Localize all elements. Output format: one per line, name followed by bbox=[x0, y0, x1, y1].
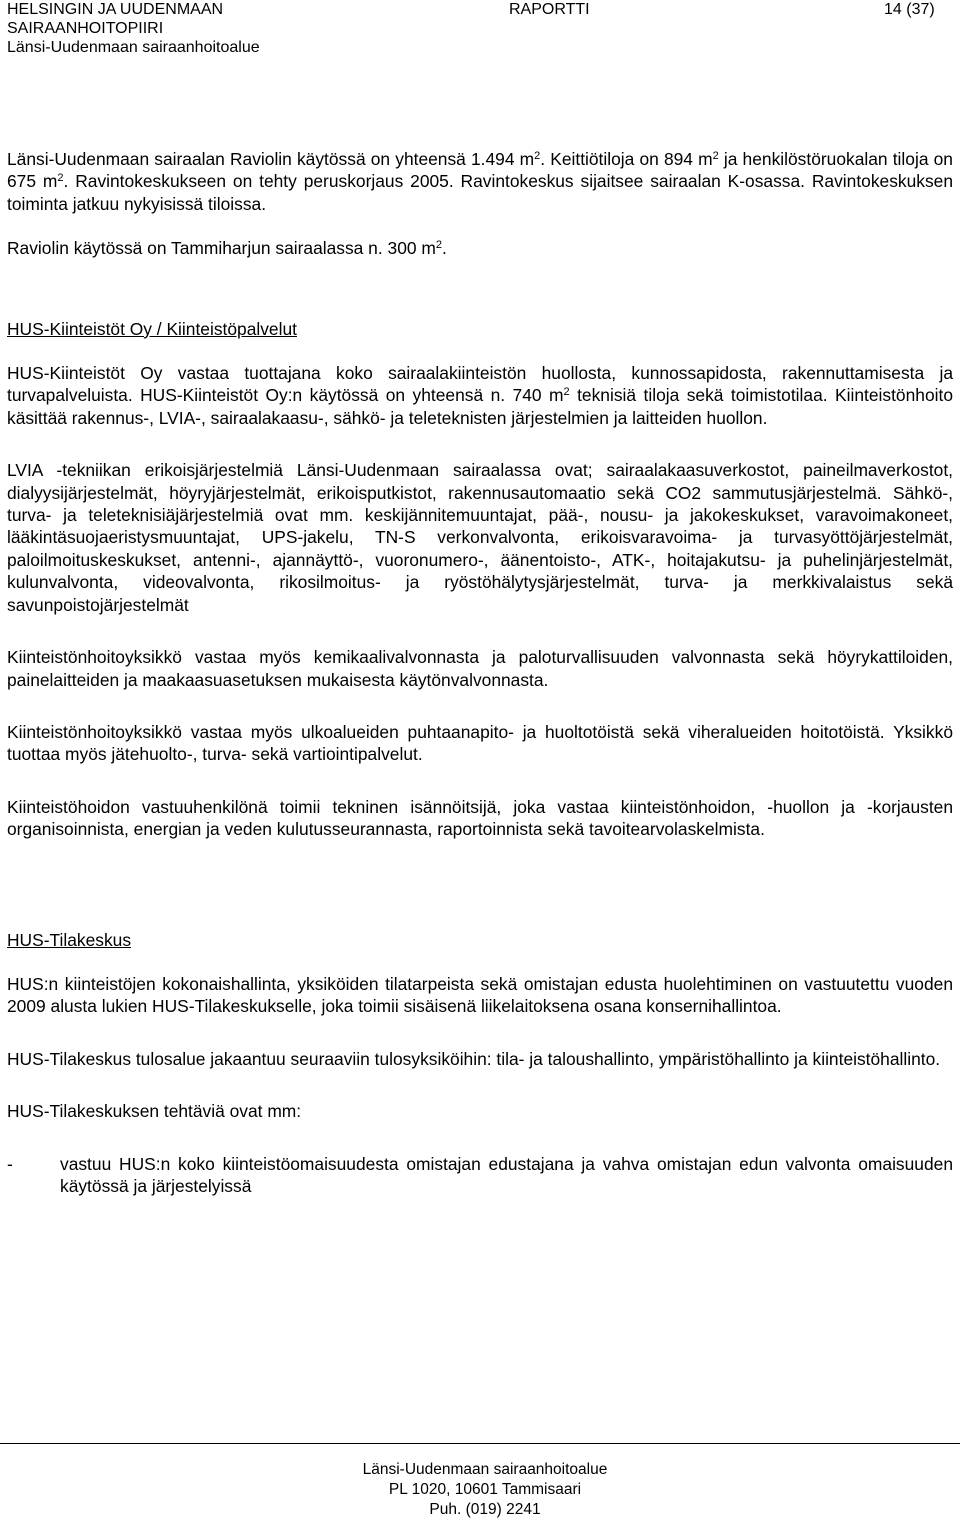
kiinteistot-paragraph-4: Kiinteistönhoitoyksikkö vastaa myös ulkoalueiden puhtaanapito- ja huoltotöistä sekä viheralueiden hoitotöistä. Yksikkö tuottaa myös jätehuolto-, turva- sekä vartiointipalvelut. bbox=[7, 721, 953, 765]
document-body bbox=[7, 148, 953, 1197]
tilakeskus-paragraph-1: HUS:n kiinteistöjen kokonaishallinta, yksiköiden tilatarpeista sekä omistajan edusta huolehtiminen on vastuutettu vuoden 2009 alusta lukien HUS-Tilakeskukselle, joka toimii sisäisenä liikelaitoksena osana konsernihallintoa. bbox=[7, 973, 953, 1017]
kiinteistot-paragraph-2: LVIA -tekniikan erikoisjärjestelmiä Länsi-Uudenmaan sairaalassa ovat; sairaalakaasuverkostot, paineilmaverkostot, dialyysijärjestelmät, höyryjärjestelmät, erikoisputkistot, rakennusautomaatio sekä CO2 sammutusjärjestelmä. Sähkö-, turva- ja teleteknisiäjärjestelmiä ovat mm. keskijännitemuuntajat, pää-, nousu- ja jakokeskukset, varavoimakoneet, lääkintäsuojaeristysmuuntajat, UPS-jakelu, TN-S verkonvalvonta, erikoisvaravoima- ja turvasyöttöjärjestelmät, paloilmoituskeskukset, antenni-, ajannäyttö-, vuoronumero-, äänentoisto-, ATK-, hoitajakutsu- ja puhelinjärjestelmät, kulunvalvonta, videovalvonta, rikosilmoitus- ja ryöstöhälytysjärjestelmät, turva- ja merkkivalaistus sekä savunpoistojärjestelmät bbox=[7, 460, 953, 615]
list-item bbox=[7, 1153, 953, 1198]
raviolin-paragraph: Länsi-Uudenmaan sairaalan Raviolin käytössä on yhteensä 1.494 $m^2$. Keittiötiloja on 894 $m^2$ ja henkilöstöruokalan tiloja on 675 $m^2$. Ravintokeskukseen on tehty peruskorjaus 2005. Ravintokeskus sijaitsee sairaalan K-osassa. Ravintokeskuksen toiminta jatkuu nykyisissä tiloissa. bbox=[7, 149, 953, 214]
header-org-line1: HELSINGIN JA UUDENMAAN bbox=[7, 1, 224, 18]
footer-phone: Puh. (019) 2241 bbox=[429, 1501, 541, 1518]
kiinteistot-paragraph-1: HUS-Kiinteistöt Oy vastaa tuottajana koko sairaalakiinteistön huollosta, kunnossapidosta, rakennuttamisesta ja turvapalveluista. HUS-Kiinteistöt Oy:n käytössä on yhteensä n. 740 $m^2$ teknisiä tiloja sekä toimistotilaa. Kiinteistönhoito käsittää rakennus-, LVIA-, sairaalakaasu-, sähkö- ja teleteknisten järjestelmien ja laitteiden huollon. bbox=[7, 363, 953, 428]
section-heading-tilakeskus: HUS-Tilakeskus bbox=[7, 929, 132, 950]
kiinteistot-paragraph-3: Kiinteistönhoitoyksikkö vastaa myös kemikaalivalvonnasta ja paloturvallisuuden valvonnasta sekä höyrykattiloiden, painelaitteiden ja maakaasuasetuksen mukaisesta käytönvalvonnasta. bbox=[7, 647, 953, 690]
header-org-line2: SAIRAANHOITOPIIRI bbox=[7, 20, 164, 37]
tilakeskus-paragraph-3: HUS-Tilakeskuksen tehtäviä ovat mm: bbox=[7, 1101, 302, 1122]
raviolin-tammiharju-paragraph: Raviolin käytössä on Tammiharjun sairaalassa n. 300 $m^2$. bbox=[7, 238, 447, 259]
section-heading-kiinteistot: HUS-Kiinteistöt Oy / Kiinteistöpalvelut bbox=[7, 318, 297, 339]
footer-address: PL 1020, 10601 Tammisaari bbox=[388, 1481, 582, 1498]
footer-organization: Länsi-Uudenmaan sairaanhoitoalue bbox=[362, 1461, 608, 1478]
header-page-number: 14 (37) bbox=[884, 1, 935, 18]
page-footer bbox=[0, 1460, 960, 1520]
footer-divider bbox=[0, 1443, 960, 1444]
list-bullet: - bbox=[7, 1153, 13, 1174]
header-org-line3: Länsi-Uudenmaan sairaanhoitoalue bbox=[7, 39, 260, 56]
tilakeskus-paragraph-2: HUS-Tilakeskus tulosalue jakaantuu seuraaviin tulosyksiköihin: tila- ja taloushallinto, ympäristöhallinto ja kiinteistöhallinto. bbox=[7, 1048, 941, 1069]
header-organization bbox=[7, 0, 260, 57]
page-header bbox=[0, 0, 960, 62]
header-document-type: RAPORTTI bbox=[509, 1, 590, 18]
list-item-text: vastuu HUS:n koko kiinteistöomaisuudesta omistajan edustajana ja vahva omistajan edun valvonta omaisuuden käytössä ja järjestelyissä bbox=[60, 1153, 953, 1196]
kiinteistot-paragraph-5: Kiinteistöhoidon vastuuhenkilönä toimii tekninen isännöitsijä, joka vastaa kiinteistönhoidon, -huollon ja -korjausten organisoinnista, energian ja veden kulutusseurannasta, raportoinnista sekä tavoitearvolaskelmista. bbox=[7, 796, 953, 840]
